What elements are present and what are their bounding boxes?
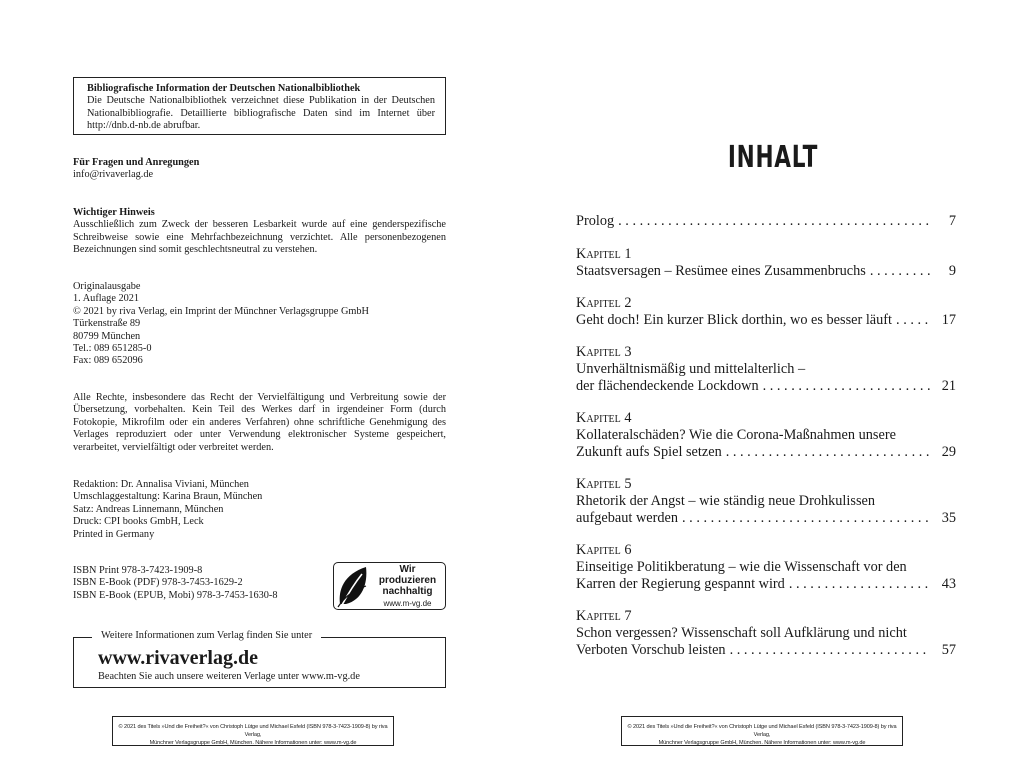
- toc-page-number: 29: [941, 444, 956, 460]
- toc-entry-title: Geht doch! Ein kurzer Blick dorthin, wo es besser läuft: [576, 312, 893, 328]
- edition-line: Türkenstraße 89: [73, 318, 141, 330]
- toc-entry-title: Staatsversagen – Resümee eines Zusammenbruchs: [576, 263, 866, 279]
- toc-chapter-label: Kapitel 1: [576, 246, 632, 262]
- toc-entry-title: Verboten Vorschub leisten: [576, 642, 726, 658]
- notice-block: [73, 207, 446, 257]
- toc-page-number: 35: [941, 510, 956, 526]
- credit-line: Redaktion: Dr. Annalisa Viviani, München: [73, 479, 249, 490]
- credits-block: [73, 479, 446, 541]
- notice-text: Ausschließlich zum Zweck der besseren Lesbarkeit wurde auf eine genderspezifische Schreibweise sowie eine Mehrfachbezeichnung verzichtet. Alle personenbezogenen Bezeichnungen sind somit geschlechtsneutral zu verstehen.: [73, 219, 446, 256]
- sustainability-line-1: Wir produzieren: [378, 563, 437, 586]
- toc-entry-title: Karren der Regierung gespannt wird: [576, 576, 785, 592]
- publisher-info-intro: Weitere Informationen zum Verlag finden Sie unter: [98, 630, 315, 641]
- toc-entry-prolog[interactable]: [576, 213, 956, 230]
- edition-line: Tel.: 089 651285-0: [73, 343, 152, 355]
- toc-entry-chapter-3[interactable]: [576, 344, 956, 395]
- publisher-url-link[interactable]: www.rivaverlag.de: [98, 647, 258, 669]
- toc-entry-title: Prolog: [576, 213, 615, 229]
- table-of-contents: [576, 213, 956, 674]
- toc-entry-title-line: Einseitige Politikberatung – wie die Wissenschaft vor den: [576, 559, 907, 575]
- toc-chapter-label: Kapitel 4: [576, 410, 632, 426]
- toc-entry-title: der flächendeckende Lockdown: [576, 378, 759, 394]
- toc-entry-title-line: Unverhältnismäßig und mittelalterlich –: [576, 361, 806, 377]
- credit-line: Printed in Germany: [73, 528, 155, 540]
- toc-chapter-label: Kapitel 2: [576, 295, 632, 311]
- publisher-info-box: [73, 630, 446, 688]
- toc-entry-chapter-6[interactable]: [576, 542, 956, 593]
- toc-chapter-label: Kapitel 6: [576, 542, 632, 558]
- bibliographic-info-text: Die Deutsche Nationalbibliothek verzeichnet diese Publikation in der Deutschen Nationalbibliografie. Detaillierte bibliografische Daten sind im Internet über http://dnb.d-nb.de abrufbar.: [87, 95, 435, 132]
- toc-page-number: 9: [948, 263, 956, 279]
- toc-entry-chapter-1[interactable]: [576, 246, 956, 280]
- sustainability-url[interactable]: www.m-vg.de: [383, 598, 432, 608]
- rights-text: Alle Rechte, insbesondere das Recht der Vervielfältigung und Verbreitung sowie der Übersetzung, vorbehalten. Kein Teil des Werkes darf in irgendeiner Form (durch Fotokopie, Mikrofilm oder ein anderes Verfahren) ohne schriftliche Genehmigung des Verlages reproduziert oder unter Verwendung elektronischer Systeme gespeichert, verarbeitet, vervielfältigt oder verbreitet werden.: [73, 392, 446, 453]
- credit-line: Druck: CPI books GmbH, Leck: [73, 516, 204, 528]
- credit-line: Satz: Andreas Linnemann, München: [73, 503, 224, 515]
- sustainability-text: [370, 564, 445, 609]
- copyright-footer: [621, 716, 903, 746]
- toc-page-number: 57: [941, 642, 956, 658]
- toc-page-number: 7: [948, 213, 956, 229]
- toc-leader-dots: [866, 263, 930, 280]
- contact-email[interactable]: info@rivaverlag.de: [73, 169, 154, 181]
- notice-title: Wichtiger Hinweis: [73, 207, 155, 218]
- toc-chapter-label: Kapitel 5: [576, 476, 632, 492]
- sustainability-line-2: nachhaltig: [382, 585, 433, 597]
- bibliographic-info-title: Bibliografische Information der Deutschen Nationalbibliothek: [87, 83, 361, 94]
- sustainability-badge: [333, 562, 446, 610]
- isbn-block: [73, 565, 323, 602]
- toc-leader-dots: [614, 213, 930, 230]
- copyright-line-2: Münchner Verlagsgruppe GmbH, München. Nähere Informationen unter: www.m-vg.de: [149, 740, 357, 746]
- toc-leader-dots: [892, 312, 930, 329]
- toc-entry-chapter-7[interactable]: [576, 608, 956, 659]
- publisher-info-note: Beachten Sie auch unsere weiteren Verlage unter www.m-vg.de: [98, 671, 360, 682]
- edition-line: 1. Auflage 2021: [73, 293, 140, 305]
- toc-entry-chapter-5[interactable]: [576, 476, 956, 527]
- toc-page-number: 43: [941, 576, 956, 592]
- toc-page-number: 17: [941, 312, 956, 328]
- toc-chapter-label: Kapitel 3: [576, 344, 632, 360]
- contents-page: [510, 0, 1020, 763]
- copyright-line-1: © 2021 des Titels »Und die Freiheit?« von Christoph Lütge und Michael Esfeld (ISBN 978-3-7423-1909-8) by riva Verlag,: [118, 724, 388, 738]
- questions-title: Für Fragen und Anregungen: [73, 157, 200, 168]
- toc-entry-title-line: Kollateralschäden? Wie die Corona-Maßnahmen unsere: [576, 427, 896, 443]
- toc-chapter-label: Kapitel 7: [576, 608, 632, 624]
- edition-line: Fax: 089 652096: [73, 355, 143, 367]
- edition-line: Originalausgabe: [73, 281, 141, 292]
- bibliographic-info-box: [73, 77, 446, 135]
- toc-leader-dots: [722, 444, 930, 461]
- toc-entry-chapter-2[interactable]: [576, 295, 956, 329]
- toc-entry-chapter-4[interactable]: [576, 410, 956, 461]
- isbn-line: ISBN E-Book (EPUB, Mobi) 978-3-7453-1630-8: [73, 589, 278, 601]
- copyright-line-2: Münchner Verlagsgruppe GmbH, München. Nähere Informationen unter: www.m-vg.de: [658, 740, 866, 746]
- toc-page-number: 21: [941, 378, 956, 394]
- toc-entry-title-line: Schon vergessen? Wissenschaft soll Aufklärung und nicht: [576, 625, 907, 641]
- isbn-line: ISBN Print 978-3-7423-1909-8: [73, 565, 203, 576]
- edition-line: 80799 München: [73, 330, 141, 342]
- leaf-icon: [336, 564, 370, 608]
- isbn-line: ISBN E-Book (PDF) 978-3-7453-1629-2: [73, 577, 243, 589]
- toc-entry-title-line: Rhetorik der Angst – wie ständig neue Drohkulissen: [576, 493, 875, 509]
- toc-entry-title: aufgebaut werden: [576, 510, 679, 526]
- copyright-footer: [112, 716, 394, 746]
- toc-leader-dots: [678, 510, 930, 527]
- contents-title: INHALT: [727, 140, 819, 175]
- copyright-line-1: © 2021 des Titels »Und die Freiheit?« von Christoph Lütge und Michael Esfeld (ISBN 978-3-7423-1909-8) by riva Verlag,: [627, 724, 897, 738]
- toc-entry-title: Zukunft aufs Spiel setzen: [576, 444, 722, 460]
- credit-line: Umschlaggestaltung: Karina Braun, München: [73, 491, 263, 503]
- toc-leader-dots: [759, 378, 930, 395]
- toc-leader-dots: [785, 576, 930, 593]
- toc-leader-dots: [726, 642, 930, 659]
- edition-block: [73, 281, 446, 368]
- questions-block: [73, 157, 446, 182]
- edition-line: © 2021 by riva Verlag, ein Imprint der Münchner Verlagsgruppe GmbH: [73, 305, 369, 317]
